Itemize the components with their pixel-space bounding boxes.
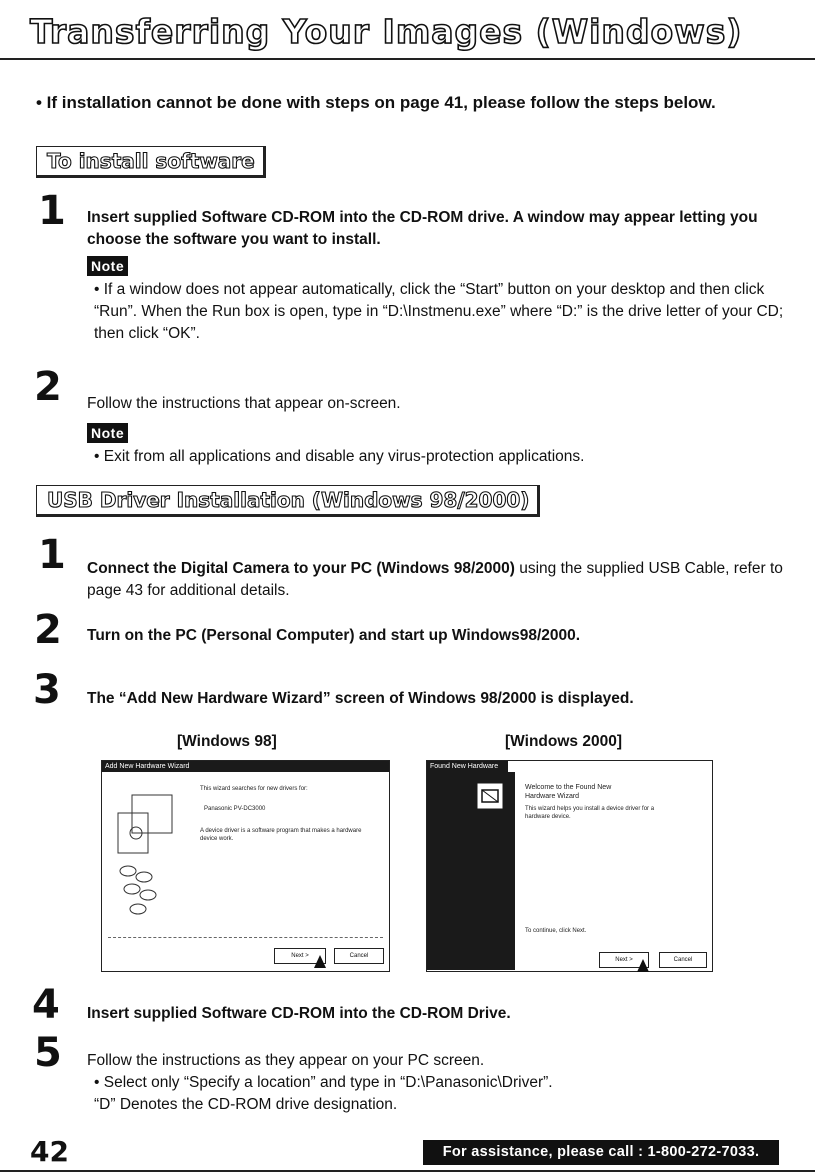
section-heading-install-software: To install software — [36, 146, 266, 178]
step-text — [87, 558, 787, 602]
divider — [108, 937, 383, 938]
wizard-text: A device driver is a software program that makes a hardware device work. — [200, 828, 362, 842]
step-text: Insert supplied Software CD-ROM into the CD-ROM Drive. — [87, 1005, 511, 1022]
cancel-button[interactable]: Cancel — [334, 948, 384, 964]
step-text: Turn on the PC (Personal Computer) and start up Windows98/2000. — [87, 627, 581, 644]
section-heading-usb-driver: USB Driver Installation (Windows 98/2000) — [36, 485, 540, 517]
window-title-bar: Add New Hardware Wizard — [102, 761, 389, 772]
step-number: 1 — [38, 188, 66, 234]
note-text: • If a window does not appear automatically, click the “Start” button on your desktop and then click “Run”. When the Run box is open, type in “D:\Instmenu.exe” where “D:” is the drive letter of your CD; then click “OK”. — [94, 281, 784, 342]
step-number: 2 — [34, 364, 62, 410]
note-badge: Note — [87, 256, 128, 276]
page-number: 42 — [30, 1135, 69, 1168]
hardware-wizard-icon — [477, 783, 503, 809]
assistance-banner: For assistance, please call : 1-800-272-7033. — [423, 1140, 779, 1165]
mouse-pointer-icon — [637, 959, 649, 972]
wizard-text: This wizard helps you install a device driver for a hardware device. — [525, 806, 655, 820]
step-text: Insert supplied Software CD-ROM into the CD-ROM drive. A window may appear letting you choose the software you want to install. — [87, 209, 758, 248]
step-text: Follow the instructions that appear on-screen. — [87, 395, 401, 412]
device-name: Panasonic PV-DC3000 — [204, 806, 266, 812]
caption-windows-98: [Windows 98] — [177, 733, 277, 750]
cancel-button[interactable]: Cancel — [659, 952, 707, 968]
wizard-heading: Welcome to the Found New Hardware Wizard — [525, 784, 612, 800]
wizard-text: This wizard searches for new drivers for: — [200, 786, 308, 792]
windows-98-wizard-screenshot — [101, 760, 390, 972]
step-sub-text: “D” Denotes the CD-ROM drive designation. — [94, 1096, 398, 1113]
top-rule — [0, 58, 815, 60]
note-text: • Exit from all applications and disable any virus-protection applications. — [94, 448, 585, 465]
bottom-rule — [0, 1170, 815, 1172]
step-text-rest: using the supplied USB Cable, refer to page 43 for additional details. — [87, 560, 783, 599]
step-text-bold: Connect the Digital Camera to your PC (Windows 98/2000) — [87, 560, 515, 577]
step-number: 2 — [34, 607, 62, 653]
step-number: 3 — [33, 667, 61, 713]
step-number: 5 — [34, 1030, 62, 1076]
note-badge: Note — [87, 423, 128, 443]
step-text: The “Add New Hardware Wizard” screen of Windows 98/2000 is displayed. — [87, 690, 634, 707]
next-button[interactable]: Next > — [274, 948, 326, 964]
mouse-pointer-icon — [314, 955, 326, 968]
intro-text: • If installation cannot be done with steps on page 41, please follow the steps below. — [36, 93, 716, 112]
wizard-text: To continue, click Next. — [525, 928, 587, 934]
windows-2000-wizard-screenshot — [426, 760, 713, 972]
step-number: 4 — [32, 982, 60, 1028]
step-number: 1 — [38, 532, 66, 578]
step-text: Follow the instructions as they appear on your PC screen. — [87, 1052, 485, 1069]
hardware-illustration — [110, 789, 190, 939]
page-title: Transferring Your Images (Windows) — [30, 12, 743, 51]
caption-windows-2000: [Windows 2000] — [505, 733, 622, 750]
window-title-bar: Found New Hardware — [427, 761, 508, 772]
next-button[interactable]: Next > — [599, 952, 649, 968]
step-bullet: • Select only “Specify a location” and type in “D:\Panasonic\Driver”. — [94, 1074, 553, 1091]
